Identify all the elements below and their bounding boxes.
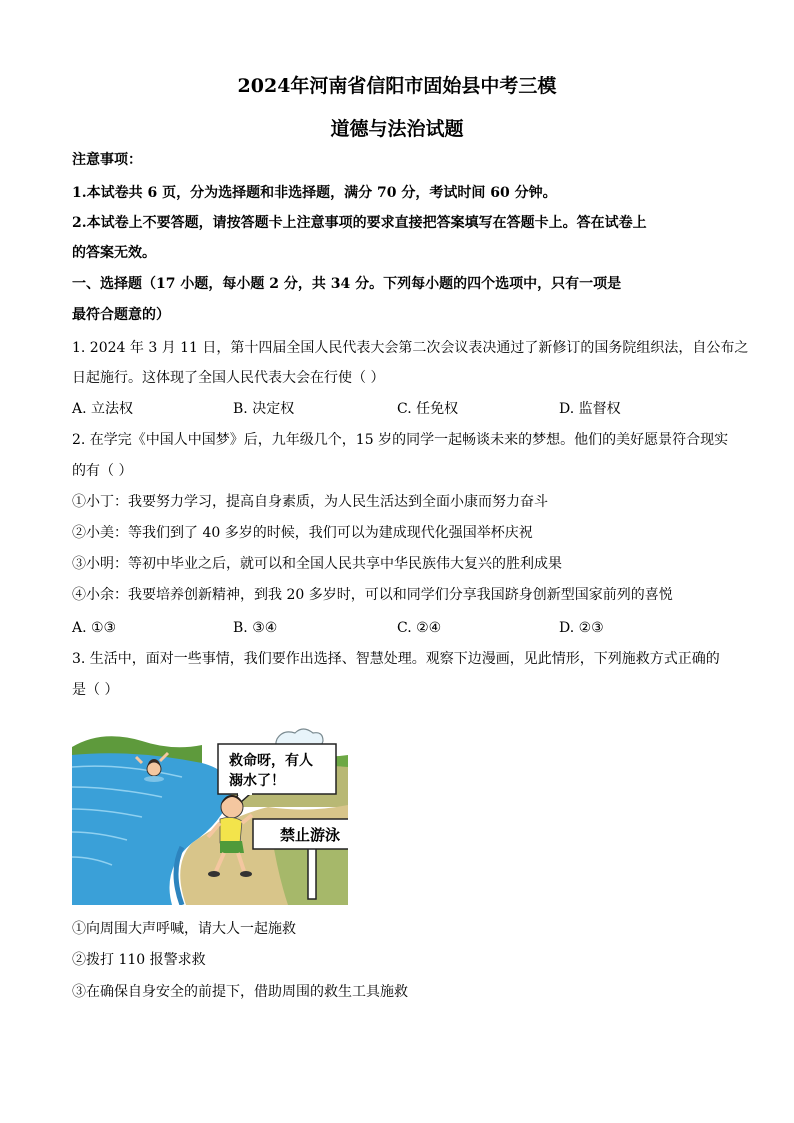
q1-option-b: B. 决定权: [233, 401, 295, 417]
q3-stem-line-2: 是（ ）: [72, 682, 119, 698]
q2-option-b: B. ③④: [233, 620, 278, 636]
q1-stem-line-1: 1. 2024 年 3 月 11 日，第十四届全国人民代表大会第二次会议表决通过了新修订的国务院组织法，自公布之: [72, 340, 749, 356]
page-subtitle: 道德与法治试题: [330, 118, 464, 140]
q2-item-1: ①小丁：我要努力学习，提高自身素质，为人民生活达到全面小康而努力奋斗: [72, 494, 548, 510]
q2-stem-line-2: 的有（ ）: [72, 463, 133, 479]
q2-stem-line-1: 2. 在学完《中国人中国梦》后，九年级几个，15 岁的同学一起畅谈未来的梦想。他们的美好愿景符合现实: [72, 432, 729, 448]
q2-item-2: ②小美：等我们到了 40 多岁的时候，我们可以为建成现代化强国举杯庆祝: [72, 525, 533, 541]
q2-item-4: ④小余：我要培养创新精神，到我 20 多岁时，可以和同学们分享我国跻身创新型国家前列的喜悦: [72, 587, 673, 603]
q3-stem-line-1: 3. 生活中，面对一些事情，我们要作出选择、智慧处理。观察下边漫画，见此情形，下列施救方式正确的: [72, 651, 720, 667]
q2-option-a: A. ①③: [72, 620, 117, 636]
q2-item-3: ③小明：等初中毕业之后，就可以和全国人民共享中华民族伟大复兴的胜利成果: [72, 556, 562, 572]
page-title: 2024年河南省信阳市固始县中考三模: [237, 75, 557, 97]
sign-text: 禁止游泳: [280, 826, 341, 844]
section-heading-line-2: 最符合题意的）: [72, 307, 170, 323]
q3-item-1: ①向周围大声呼喊，请大人一起施救: [72, 921, 296, 937]
notes-item-2-line-2: 的答案无效。: [72, 245, 156, 261]
q1-option-c: C. 任免权: [397, 401, 459, 417]
q2-option-d: D. ②③: [559, 620, 604, 636]
notes-heading: 注意事项：: [72, 152, 142, 168]
drowning-cartoon: [72, 727, 348, 905]
q1-option-a: A. 立法权: [72, 401, 134, 417]
bubble-text-line-1: 救命呀，有人: [229, 753, 313, 769]
q2-option-c: C. ②④: [397, 620, 442, 636]
bubble-text-line-2: 溺水了！: [229, 773, 285, 789]
q1-stem-line-2: 日起施行。这体现了全国人民代表大会在行使（ ）: [72, 370, 385, 386]
q3-item-3: ③在确保自身安全的前提下，借助周围的救生工具施救: [72, 984, 408, 1000]
notes-item-2-line-1: 2.本试卷上不要答题，请按答题卡上注意事项的要求直接把答案填写在答题卡上。答在试卷上: [72, 215, 647, 231]
notes-item-1: 1.本试卷共 6 页，分为选择题和非选择题，满分 70 分，考试时间 60 分钟。: [72, 185, 557, 201]
q3-item-2: ②拨打 110 报警求救: [72, 952, 206, 968]
section-heading-line-1: 一、选择题（17 小题，每小题 2 分，共 34 分。下列每小题的四个选项中，只有一项是: [72, 276, 622, 292]
q1-option-d: D. 监督权: [559, 401, 621, 417]
